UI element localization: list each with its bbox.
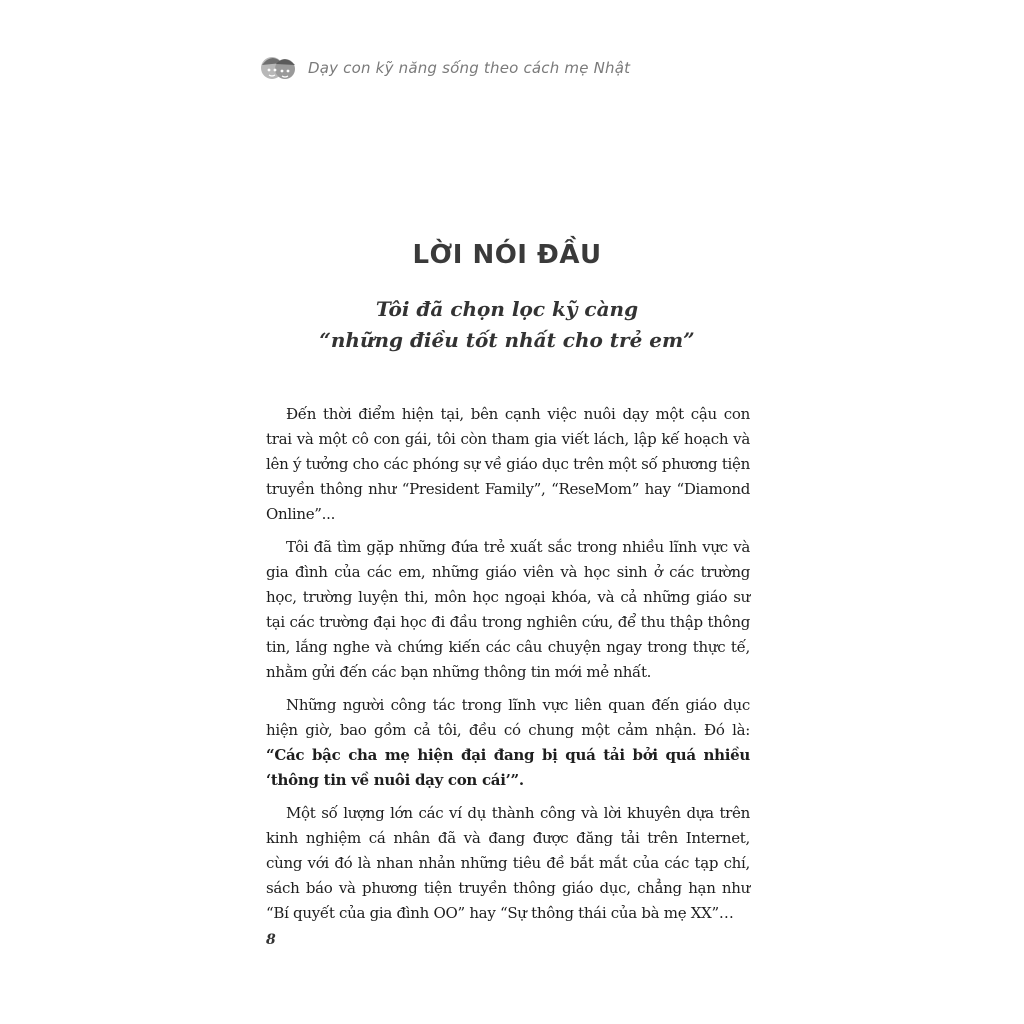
page-number: 8 xyxy=(266,932,276,948)
subtitle-line-2: “những điều tốt nhất cho trẻ em” xyxy=(319,328,695,352)
paragraph-3-emphasis: “Các bậc cha mẹ hiện đại đang bị quá tải bởi quá nhiều ‘thông tin về nuôi dạy con cái’”. xyxy=(266,746,750,789)
running-title: Dạy con kỹ năng sống theo cách mẹ Nhật xyxy=(308,59,631,77)
paragraph-2: Tôi đã tìm gặp những đứa trẻ xuất sắc trong nhiều lĩnh vực và gia đình của các em, những giáo viên và học sinh ở các trường học, trường luyện thi, môn học ngoại khóa, và cả những giáo sư tại các trường đại học đi đầu trong nghiên cứu, để thu thập thông tin, lắng nghe và chứng kiến các câu chuyện ngay trong thực tế, nhằm gửi đến các bạn những thông tin mới mẻ nhất. xyxy=(266,538,750,681)
paragraph-3 xyxy=(266,693,750,793)
running-header xyxy=(258,48,630,88)
subtitle-line-1: Tôi đã chọn lọc kỹ càng xyxy=(375,297,639,321)
paragraph-1: Đến thời điểm hiện tại, bên cạnh việc nuôi dạy một cậu con trai và một cô con gái, tôi còn tham gia viết lách, lập kế hoạch và lên ý tưởng cho các phóng sự về giáo dục trên một số phương tiện truyền thông như “President Family”, “ReseMom” hay “Diamond Online”... xyxy=(266,405,750,523)
two-children-faces-icon xyxy=(258,48,298,88)
chapter-title: LỜI NÓI ĐẦU xyxy=(412,240,602,270)
paragraph-3-text: Những người công tác trong lĩnh vực liên quan đến giáo dục hiện giờ, bao gồm cả tôi, đều có chung một cảm nhận. Đó là: xyxy=(266,696,750,739)
paragraph-4: Một số lượng lớn các ví dụ thành công và lời khuyên dựa trên kinh nghiệm cá nhân đã và đang được đăng tải trên Internet, cùng với đó là nhan nhản những tiêu đề bắt mắt của các tạp chí, sách báo và phương tiện truyền thông giáo dục, chẳng hạn như “Bí quyết của gia đình OO” hay “Sự thông thái của bà mẹ XX”… xyxy=(266,804,750,922)
body-text xyxy=(266,402,750,934)
chapter-subtitle xyxy=(0,294,1014,356)
